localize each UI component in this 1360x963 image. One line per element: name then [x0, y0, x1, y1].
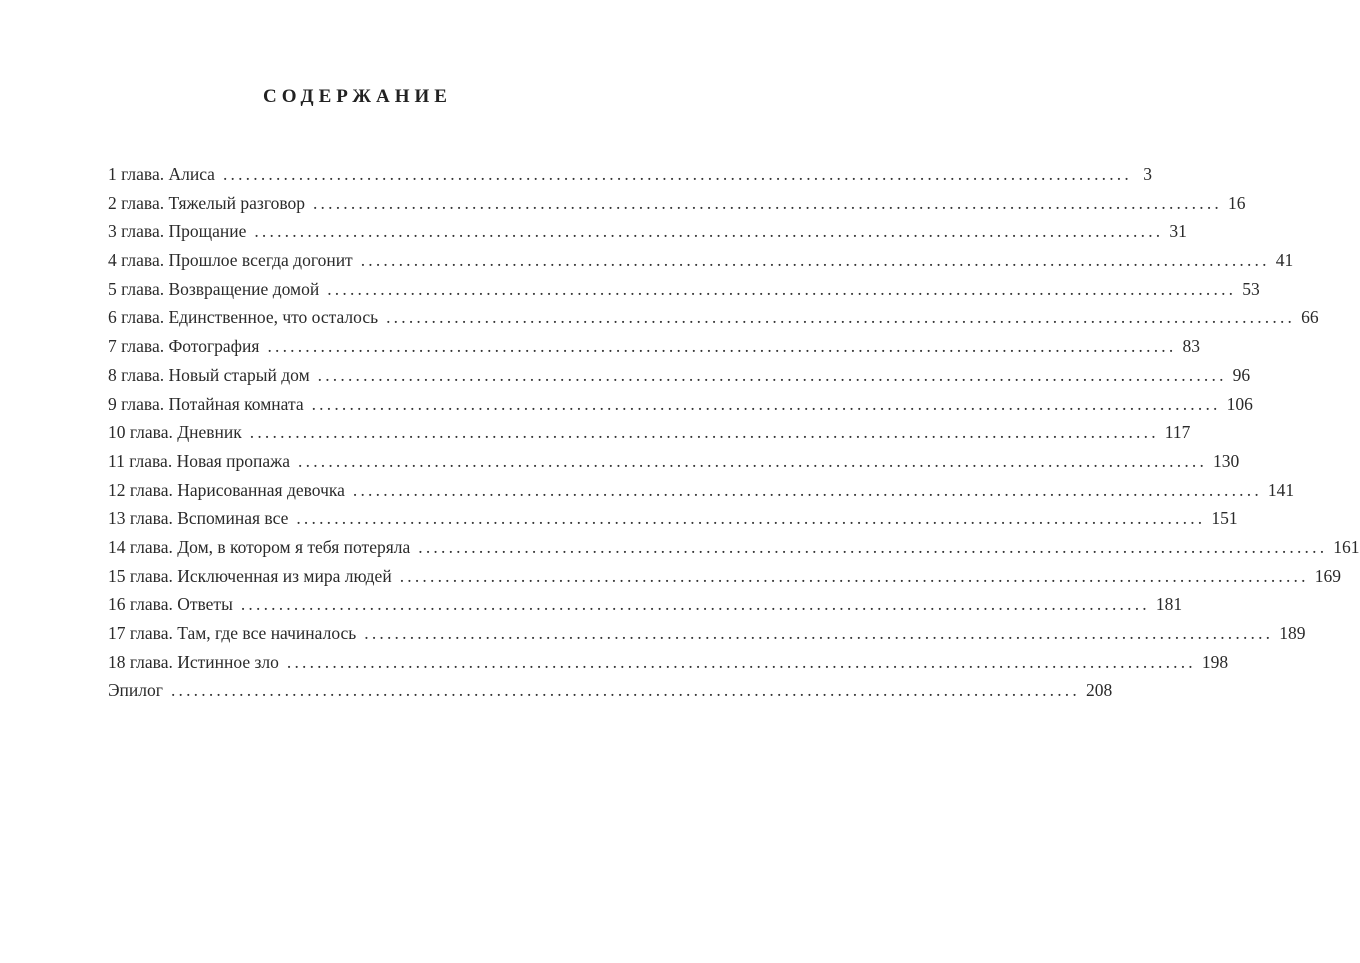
toc-entry[interactable] [108, 619, 1306, 648]
toc-entry-title: 17 глава. Там, где все начиналось [108, 623, 357, 643]
toc-entry[interactable] [108, 217, 1187, 246]
toc-entry-title: 12 глава. Нарисованная девочка [108, 479, 345, 500]
table-of-contents [108, 160, 1360, 705]
toc-entry-page: 3 [1143, 164, 1152, 184]
toc-entry-page: 117 [1164, 422, 1191, 443]
toc-entry-title: 5 глава. Возвращение домой [108, 278, 320, 299]
toc-entry[interactable] [108, 160, 1152, 189]
toc-entry[interactable] [108, 246, 1294, 275]
toc-entry[interactable] [108, 361, 1251, 390]
toc-entry-page: 16 [1227, 192, 1246, 213]
toc-entry-page: 151 [1211, 508, 1238, 529]
dot-leader: ........................................................................................................................ [296, 508, 1206, 529]
toc-entry-title: 4 глава. Прошлое всегда догонит [108, 250, 353, 271]
toc-entry[interactable] [108, 648, 1229, 677]
dot-leader: ........................................................................................................................ [254, 221, 1164, 242]
toc-entry-title: 15 глава. Исключенная из мира людей [108, 565, 392, 586]
dot-leader: ........................................................................................................................ [360, 250, 1270, 271]
toc-entry-page: 83 [1182, 336, 1200, 357]
toc-entry-page: 189 [1279, 623, 1306, 643]
dot-leader: ........................................................................................................................ [327, 278, 1237, 299]
toc-entry-page: 181 [1155, 594, 1183, 615]
dot-leader: ........................................................................................................................ [386, 307, 1296, 328]
dot-leader: ........................................................................................................................ [240, 594, 1150, 615]
toc-entry[interactable] [108, 303, 1319, 332]
toc-entry-page: 208 [1085, 680, 1113, 701]
dot-leader: ........................................................................................................................ [311, 393, 1221, 414]
toc-entry-page: 41 [1275, 250, 1294, 271]
dot-leader: ........................................................................................................................ [298, 450, 1208, 471]
toc-entry-title: 6 глава. Единственное, что осталось [108, 307, 379, 328]
toc-entry[interactable] [108, 504, 1238, 533]
dot-leader: ........................................................................................................................ [352, 479, 1262, 500]
dot-leader: ........................................................................................................................ [317, 364, 1227, 385]
dot-leader: ........................................................................................................................ [286, 651, 1196, 672]
toc-entry[interactable] [108, 418, 1191, 447]
toc-entry-title: 3 глава. Прощание [108, 221, 247, 242]
toc-entry[interactable] [108, 590, 1183, 619]
toc-entry[interactable] [108, 562, 1341, 591]
dot-leader: ........................................................................................................................ [222, 164, 1132, 184]
toc-entry-title: 11 глава. Новая пропажа [108, 450, 291, 471]
toc-entry-page: 31 [1169, 221, 1187, 242]
dot-leader: ........................................................................................................................ [364, 623, 1274, 643]
dot-leader: ........................................................................................................................ [267, 336, 1177, 357]
page-title: СОДЕРЖАНИЕ [263, 86, 452, 107]
dot-leader: ........................................................................................................................ [418, 536, 1328, 557]
toc-entry-title: 13 глава. Вспоминая все [108, 508, 289, 529]
toc-entry-title: 14 глава. Дом, в котором я тебя потеряла [108, 536, 411, 557]
toc-entry[interactable] [108, 476, 1295, 505]
dot-leader: ........................................................................................................................ [249, 422, 1159, 443]
toc-entry[interactable] [108, 189, 1246, 218]
toc-entry-page: 106 [1226, 393, 1253, 414]
toc-entry-title: 1 глава. Алиса [108, 164, 215, 184]
toc-entry-page: 198 [1201, 651, 1229, 672]
toc-entry-page: 96 [1232, 364, 1251, 385]
toc-entry-title: 9 глава. Потайная комната [108, 393, 304, 414]
toc-entry-title: 16 глава. Ответы [108, 594, 233, 615]
toc-entry-title: 10 глава. Дневник [108, 422, 242, 443]
toc-entry[interactable] [108, 533, 1360, 562]
toc-entry-page: 169 [1314, 565, 1341, 586]
toc-entry[interactable] [108, 676, 1113, 705]
toc-entry-title: 7 глава. Фотография [108, 336, 260, 357]
toc-entry-title: 8 глава. Новый старый дом [108, 364, 310, 385]
toc-entry[interactable] [108, 275, 1260, 304]
toc-entry-title: 2 глава. Тяжелый разговор [108, 192, 305, 213]
toc-entry-page: 161 [1333, 536, 1360, 557]
toc-entry[interactable] [108, 390, 1253, 419]
dot-leader: ........................................................................................................................ [170, 680, 1080, 701]
toc-entry-page: 53 [1242, 278, 1260, 299]
toc-entry-page: 141 [1267, 479, 1295, 500]
toc-entry[interactable] [108, 447, 1240, 476]
toc-entry-page: 66 [1301, 307, 1319, 328]
toc-entry[interactable] [108, 332, 1200, 361]
toc-entry-title: 18 глава. Истинное зло [108, 651, 279, 672]
dot-leader: ........................................................................................................................ [312, 192, 1222, 213]
toc-entry-title: Эпилог [108, 680, 163, 701]
toc-entry-page: 130 [1213, 450, 1240, 471]
dot-leader: ........................................................................................................................ [399, 565, 1309, 586]
